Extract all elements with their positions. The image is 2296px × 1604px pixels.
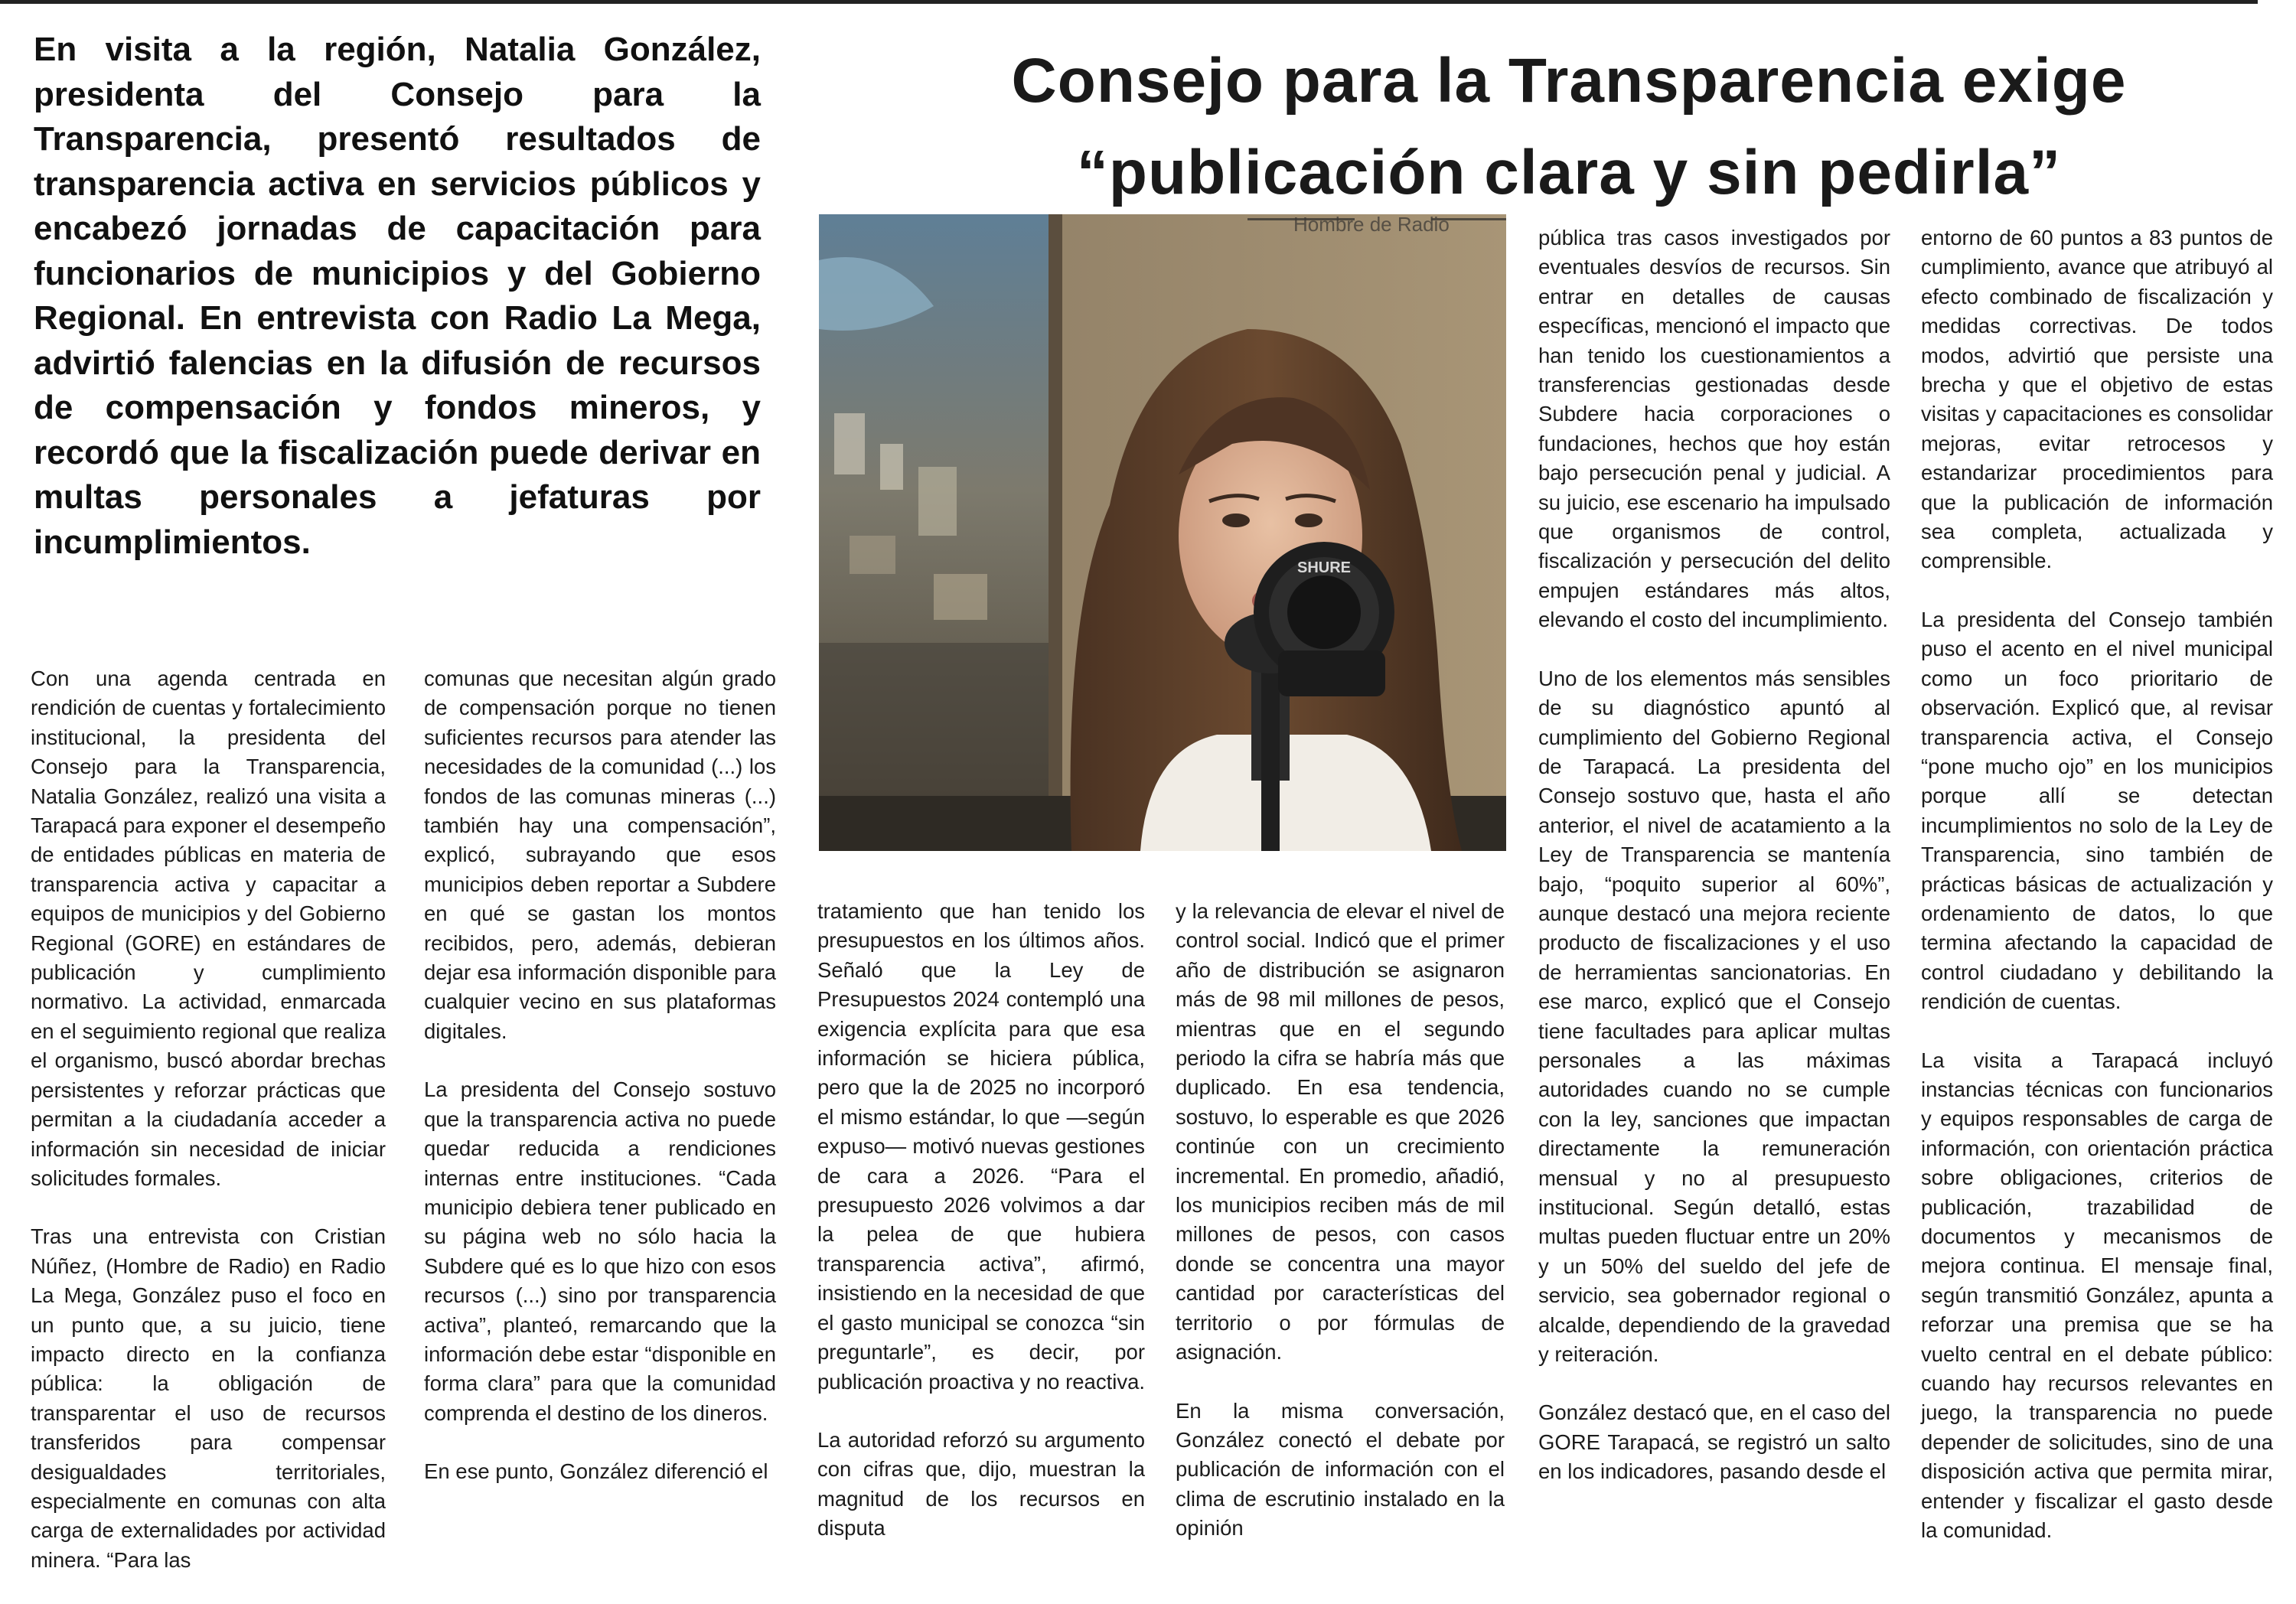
column-5-paragraph-2: Uno de los elementos más sensibles de su diagnóstico apuntó al cumplimiento del Gobierno Regional de Tarapacá. La presidenta del Consejo sostuvo que, hasta el año anterior, el nivel de acatamiento a la Ley de Transparencia se mantenía bajo, “poquito superior al 60%”, aunque destacó una mejora reciente producto de fiscalizaciones y el uso de herramientas sancionatorias. En ese marco, explicó que el Consejo tiene facultades para aplicar multas personales a las máximas autoridades cuando no se cumple con la ley, sanciones que impactan directamente la remuneración mensual y no al presupuesto institucional. Según detalló, estas multas pueden fluctuar entre un 20% y un 50% del sueldo del jefe de servicio, sea gobernador regional o alcalde, dependiendo de la gravedad y reiteración. [1538,666,1890,1367]
article-column-4 [1176,897,1505,1573]
column-6-paragraph-1: entorno de 60 puntos a 83 puntos de cumplimiento, avance que atribuyó al efecto combinado de fiscalización y medidas correctivas. De todos modos, advirtió que persiste una brecha y que el objetivo de estas visitas y capacitaciones es consolidar mejoras, evitar retrocesos y estandarizar procedimientos para que la publicación de información sea completa, actualizada y comprensible. [1921,226,2273,573]
lead-paragraph: En visita a la región, Natalia González, presidenta del Consejo para la Transparencia, presentó resultados de transparencia activa en servicios públicos y encabezó jornadas de capacitación para funcionarios de municipios y del Gobierno Regional. En entrevista con Radio La Mega, advirtió falencias en la difusión de recursos de compensación y fondos mineros, y recordó que la fiscalización puede derivar en multas personales a jefaturas por incumplimientos. [34,31,761,561]
article-column-6 [1921,223,2273,1574]
column-2-paragraph-1: comunas que necesitan algún grado de compensación porque no tienen suficientes recursos para atender las necesidades de la comunidad (...) los fondos de las comunas mineras (...) también hay una compensación”, explicó, subrayando que esos municipios deben reportar a Subdere en qué se gastan los montos recibidos, pero, además, debieran dejar esa información disponible para cualquier vecino en sus plataformas digitales. [424,667,776,1043]
column-1-paragraph-2: Tras una entrevista con Cristian Núñez, (Hombre de Radio) en Radio La Mega, González puso el foco en un punto que, a su juicio, tiene impacto directo en la confianza pública: la obligación de transparentar el uso de recursos transferidos para compensar desigualdades territoriales, especialmente en comunas con alta carga de externalidades por actividad minera. “Para las [31,1224,386,1572]
top-rule [0,0,2258,4]
article-column-5 [1538,223,1890,1516]
interview-photo-illustration [819,214,1506,851]
headline [827,35,2296,219]
column-3-paragraph-2: La autoridad reforzó su argumento con cifras que, dijo, muestran la magnitud de los recursos en disputa [817,1427,1145,1540]
headline-line-1: Consejo para la Transparencia exige [1011,46,2127,116]
column-4-paragraph-1: y la relevancia de elevar el nivel de control social. Indicó que el primer año de distribución se asignaron más de 98 mil millones de pesos, mientras que en el segundo periodo la cifra se habría más que duplicado. En esa tendencia, sostuvo, lo esperable es que 2026 continúe con un crecimiento incremental. En promedio, añadió, los municipios reciben más de mil millones de pesos, con casos donde se concentra una mayor cantidad por características del territorio o por fórmulas de asignación. [1176,899,1505,1364]
photo-watermark: Hombre de Radio [1293,214,1450,236]
column-4-paragraph-2: En la misma conversación, González conectó el debate por publicación de información con el clima de escrutinio instalado en la opinión [1176,1398,1505,1540]
column-6-paragraph-2: La presidenta del Consejo también puso el acento en el nivel municipal como un foco prioritario de observación. Explicó que, al revisar transparencia activa, el Consejo “pone mucho ojo” en los municipios porque allí se detectan incumplimientos no solo de la Ley de Transparencia, sino también de prácticas básicas de actualización y ordenamiento de datos, lo que termina afectando la capacidad de control ciudadano y debilitando la rendición de cuentas. [1921,607,2273,1014]
column-5-paragraph-1: pública tras casos investigados por eventuales desvíos de recursos. Sin entrar en detalles de causas específicas, mencionó el impacto que han tenido los cuestionamientos a transferencias gestionadas desde Subdere hacia corporaciones o fundaciones, hechos que hoy están bajo persecución penal y judicial. A su juicio, ese escenario ha impulsado que organismos de control, fiscalización y persecución del delito empujen estándares más altos, elevando el costo del incumplimiento. [1538,226,1890,632]
column-6-paragraph-3: La visita a Tarapacá incluyó instancias técnicas con funcionarios y equipos responsables de carga de información, con orientación práctica sobre obligaciones, criterios de publicación, trazabilidad de documentos y mecanismos de mejora continua. El mensaje final, según transmitió González, apunta a reforzar una premisa que se ha vuelto central en el debate público: cuando hay recursos relevantes en juego, la transparencia no puede depender de solicitudes, sino de una disposición activa que permita mirar, entender y fiscalizar el gasto desde la comunidad. [1921,1048,2273,1543]
column-2-paragraph-3: En ese punto, González diferenció el [424,1459,768,1484]
interview-photo [819,214,1506,851]
headline-line-2: “publicación clara y sin pedirla” [1076,138,2062,207]
column-1-paragraph-1: Con una agenda centrada en rendición de cuentas y fortalecimiento institucional, la presidenta del Consejo para la Transparencia, Natalia González, realizó una visita a Tarapacá para exponer el desempeño de entidades públicas en materia de transparencia activa y capacitar a equipos de municipios y del Gobierno Regional (GORE) en estándares de publicación y cumplimiento normativo. La actividad, enmarcada en el seguimiento regional que realiza el organismo, buscó abordar brechas persistentes y reforzar prácticas que permitan a la ciudadanía acceder a información sin necesidad de iniciar solicitudes formales. [31,667,386,1190]
article-column-3 [817,897,1145,1573]
mic-brand-label: SHURE [1296,559,1352,576]
column-3-paragraph-1: tratamiento que han tenido los presupuestos en los últimos años. Señaló que la Ley de Presupuestos 2024 contempló una exigencia explícita para que esa información se hiciera pública, pero que la de 2025 no incorporó el mismo estándar, lo que —según expuso— motivó nuevas gestiones de cara a 2026. “Para el presupuesto 2026 volvimos a dar la pelea de que hubiera transparencia activa”, afirmó, insistiendo en la necesidad de que el gasto municipal se conozca “sin preguntarle”, es decir, por publicación proactiva y no reactiva. [817,899,1146,1394]
article-column-1 [31,664,386,1604]
article-column-2 [424,664,776,1516]
column-2-paragraph-2: La presidenta del Consejo sostuvo que la transparencia activa no puede quedar reducida a rendiciones internas entre instituciones. “Cada municipio debiera tener publicado en su página web no sólo hacia la Subdere qué es lo que hizo con esos recursos (...) sino por transparencia activa”, planteó, remarcando que la información debe estar “disponible en forma clara” para que la comunidad comprenda el destino de los dineros. [424,1077,776,1425]
column-5-paragraph-3: González destacó que, en el caso del GORE Tarapacá, se registró un salto en los indicadores, pasando desde el [1538,1400,1890,1484]
